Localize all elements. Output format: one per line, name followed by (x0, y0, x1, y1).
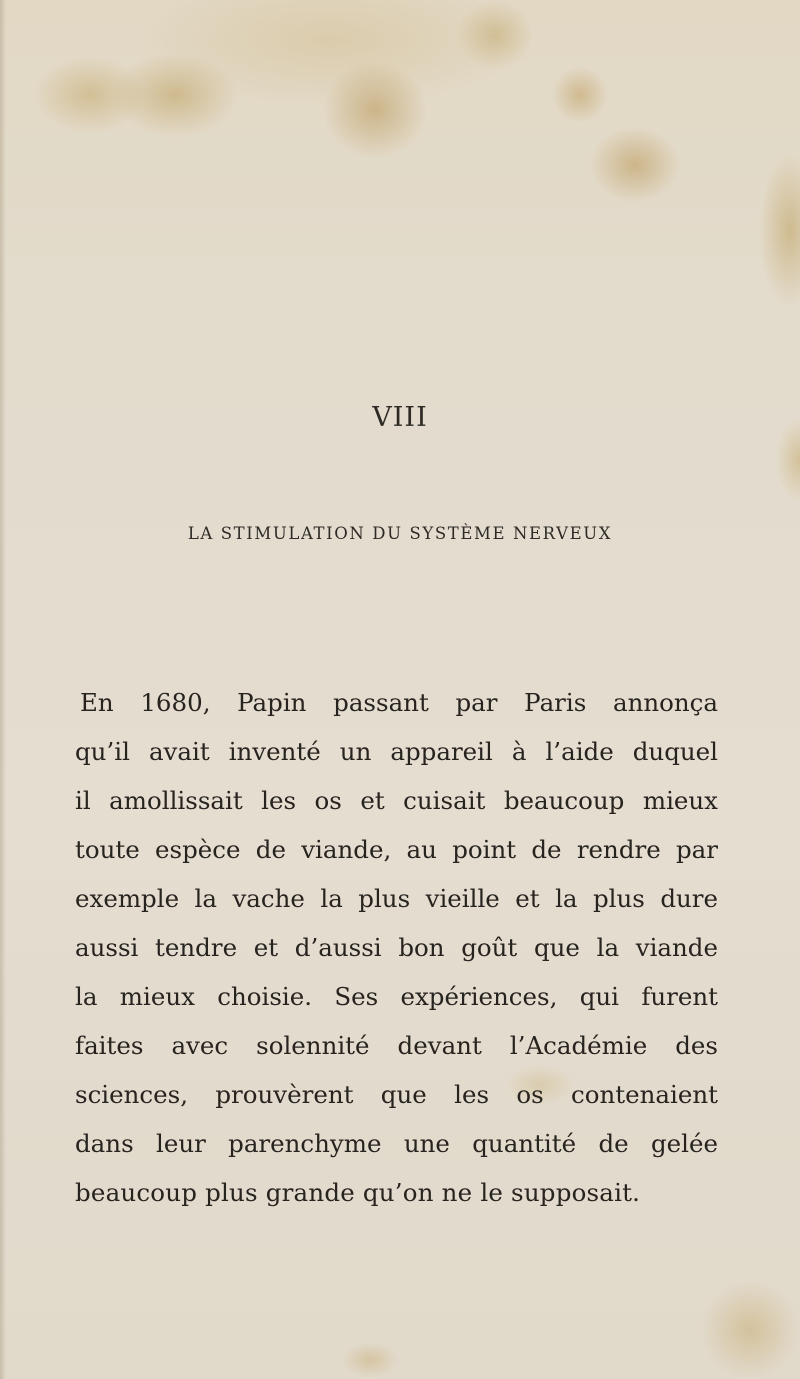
paragraph-line: il amollissait les os et cuisait beaucoup mieux (75, 786, 718, 815)
paragraph-line: qu’il avait inventé un appareil à l’aide duquel (75, 737, 718, 766)
page-edge-shadow (0, 0, 6, 1379)
paragraph-line: exemple la vache la plus vieille et la plus dure (75, 884, 718, 913)
paragraph-line: aussi tendre et d’aussi bon goût que la viande (75, 933, 718, 962)
paragraph-line: faites avec solennité devant l’Académie des (75, 1031, 718, 1060)
paragraph-line: toute espèce de viande, au point de rendre par (75, 835, 718, 864)
paragraph-line: sciences, prouvèrent que les os contenaient (75, 1080, 718, 1109)
paragraph-line: la mieux choisie. Ses expériences, qui furent (75, 982, 718, 1011)
paragraph-line: dans leur parenchyme une quantité de gelée (75, 1129, 718, 1158)
paragraph-line: En 1680, Papin passant par Paris annonça (80, 688, 718, 717)
chapter-number: VIII (372, 402, 428, 433)
body-paragraph (75, 688, 718, 1227)
chapter-title: LA STIMULATION DU SYSTÈME NERVEUX (187, 524, 613, 543)
paragraph-line: beaucoup plus grande qu’on ne le supposait. (75, 1178, 641, 1207)
